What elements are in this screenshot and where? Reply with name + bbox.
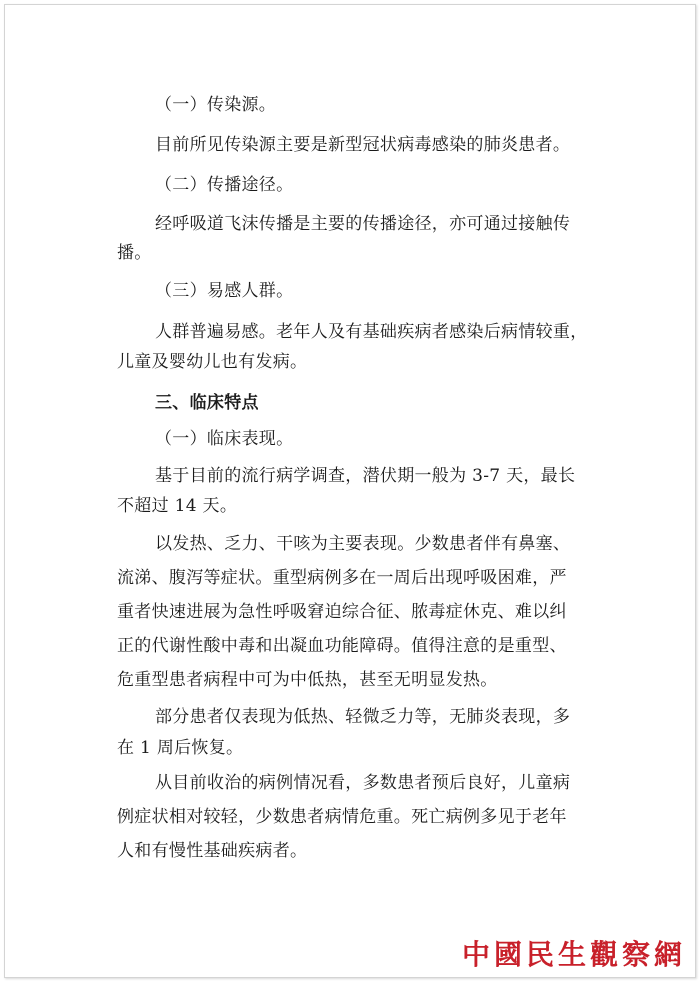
paragraph-line: 基于目前的流行病学调查，潜伏期一般为 3-7 天，最长 — [155, 466, 576, 486]
paragraph-line: 例症状相对较轻，少数患者病情危重。死亡病例多见于老年 — [117, 807, 567, 827]
site-watermark: 中國民生觀察網 — [461, 938, 686, 971]
paragraph-line: 人群普遍易感。老年人及有基础疾病者感染后病情较重， — [155, 322, 588, 342]
paragraph-line: 目前所见传染源主要是新型冠状病毒感染的肺炎患者。 — [155, 135, 571, 155]
paragraph-line: 从目前收治的病例情况看，多数患者预后良好，儿童病 — [155, 773, 571, 793]
paragraph-line: 在 1 周后恢复。 — [117, 738, 244, 758]
paragraph-line: 危重型患者病程中可为中低热，甚至无明显发热。 — [117, 670, 498, 690]
paragraph-line: 儿童及婴幼儿也有发病。 — [117, 352, 308, 372]
paragraph-line: 人和有慢性基础疾病者。 — [117, 841, 308, 861]
section-heading: （一）临床表现。 — [155, 429, 294, 449]
chapter-heading: 三、临床特点 — [155, 393, 259, 413]
paragraph-line: 经呼吸道飞沫传播是主要的传播途径，亦可通过接触传 — [155, 214, 571, 234]
paragraph-line: 不超过 14 天。 — [117, 496, 238, 516]
paragraph-line: 部分患者仅表现为低热、轻微乏力等，无肺炎表现，多 — [155, 707, 571, 727]
paragraph-line: 流涕、腹泻等症状。重型病例多在一周后出现呼吸困难，严 — [117, 568, 567, 588]
paragraph-line: 正的代谢性酸中毒和出凝血功能障碍。值得注意的是重型、 — [117, 636, 567, 656]
section-heading: （二）传播途径。 — [155, 175, 294, 195]
paragraph-line: 播。 — [117, 243, 152, 263]
paragraph-line: 重者快速进展为急性呼吸窘迫综合征、脓毒症休克、难以纠 — [117, 602, 567, 622]
document-page — [4, 4, 696, 978]
section-heading: （一）传染源。 — [155, 95, 277, 115]
paragraph-line: 以发热、乏力、干咳为主要表现。少数患者伴有鼻塞、 — [155, 534, 571, 554]
section-heading: （三）易感人群。 — [155, 281, 294, 301]
